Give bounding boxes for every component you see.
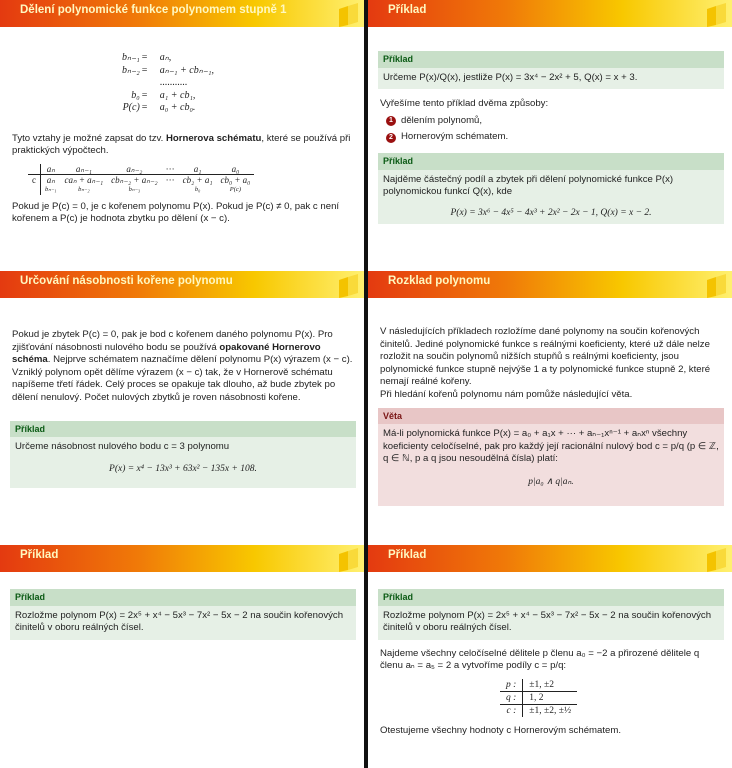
slide-title: Příklad: [388, 4, 427, 16]
slide-example-factorization: [0, 545, 364, 768]
list-item: [386, 115, 722, 128]
paragraph: V následujících příkladech rozložíme dané polynomy na součin kořenových činitelů. Jediné polynomické funkce s reálnými koeficienty, které už dále nelze rozložit na součin polynomů nižších stupňů s reálnými koeficienty, jsou polynomické funkce stupně nejvýše 1 a ty polynomické funkce stupně 2, které nemají reálné kořeny.: [380, 326, 711, 388]
box-text: Určeme P(x)/Q(x), jestliže P(x) = 3x⁴ − 2x² + 5, Q(x) = x + 3.: [383, 71, 638, 83]
numbered-circle-icon: 1: [386, 116, 396, 126]
list-item-text: dělením polynomů,: [401, 114, 483, 126]
eq-lhs: P(c): [122, 102, 140, 113]
table-key: p :: [500, 679, 523, 692]
slide-example-division: [368, 0, 732, 254]
recurrence-equations: bₙ₋₁ = aₙ, bₙ₋₂ = aₙ₋₁ + cbₙ₋₁, ........... b₀ = a₁ + cb₁, P(c) = a₀ + cb₀.: [122, 52, 214, 113]
box-title: Příklad: [10, 589, 356, 606]
example-box: [378, 51, 724, 89]
list-item-text: Hornerovým schématem.: [401, 131, 509, 143]
table-value: 1, 2: [523, 691, 577, 704]
paragraph: Najdeme všechny celočíselné dělitele p členu a₀ = −2 a přirozené dělitele q členu aₙ = a₅ = 2 a vytvoříme podíly c = p/q:: [380, 647, 700, 672]
horner-sum: bₙ₋₁: [45, 185, 57, 193]
box-equation: P(x) = x⁴ − 13x³ + 63x² − 135x + 108.: [109, 463, 257, 474]
book-icon: [336, 548, 360, 572]
horner-sum: [162, 185, 179, 195]
horner-cell: a₀: [231, 163, 240, 174]
book-icon: [704, 3, 728, 27]
slide-horner-division: [0, 0, 364, 254]
eq-rhs: aₙ₋₁ + cbₙ₋₁,: [159, 64, 214, 76]
slide-example-factorization-2: [368, 545, 732, 768]
bold-term: Hornerova schématu: [165, 132, 262, 144]
table-key: c :: [500, 704, 523, 717]
slide-root-multiplicity: [0, 271, 364, 525]
table-value: ±1, ±2, ±½: [523, 704, 577, 717]
box-title: Příklad: [10, 421, 356, 438]
slide-title: Rozklad polynomu: [388, 275, 491, 287]
box-title: Příklad: [378, 153, 724, 170]
list-item: [386, 131, 722, 144]
text: , které se používá při praktických výpočtech.: [12, 132, 351, 157]
horner-cell: ···: [165, 163, 175, 174]
paragraph: [12, 133, 354, 158]
book-icon: [704, 274, 728, 298]
bold-term: opakované Hornerovo schéma: [12, 341, 321, 366]
slide-header: [368, 0, 732, 27]
text: . Nejprve schématem naznačíme dělení polynomu P(x) výrazem (x − c). Vzniklý polynom opět dělíme výrazem (x − c) tak, že v Hornerově schématu napíšeme třetí řádek. Celý proces se opakuje tak dlouho, až bude zbytek po dělení nenulový. Počet nulových zbytků je roven násobnosti kořene.: [12, 354, 353, 403]
paragraph: Pokud je P(c) = 0, je c kořenem polynomu P(x). Pokud je P(c) ≠ 0, pak c není kořenem a P(c) je hodnota zbytku po dělení (x − c).: [12, 200, 340, 225]
horner-cell: ···: [165, 174, 175, 185]
example-box: [378, 153, 724, 224]
paragraph: Vyřešíme tento příklad dvěma způsoby:: [380, 98, 549, 110]
slide-header: [0, 0, 364, 27]
table-value: ±1, ±2: [529, 679, 554, 690]
text: Pokud je zbytek P(c) = 0, pak je bod c kořenem daného polynomu P(x). Pro zjišťování násobnosti nulového bodu se používá: [12, 329, 333, 353]
horner-sum: bₙ₋₃: [128, 185, 141, 193]
box-text: Najděme částečný podíl a zbytek při dělení polynomické funkce P(x) polynomickou funkcí Q(x), kde: [383, 173, 674, 198]
horner-cell: caₙ + aₙ₋₁: [64, 174, 104, 185]
box-title: Příklad: [378, 51, 724, 68]
box-text: Rozložme polynom P(x) = 2x⁵ + x⁴ − 5x³ − 7x² − 5x − 2 na součin kořenových činitelů v oboru reálných čísel.: [383, 609, 712, 634]
horner-cell: aₙ: [46, 174, 55, 185]
slide-header: [368, 545, 732, 572]
example-box: [10, 589, 356, 640]
method-list: [380, 115, 722, 144]
slide-polynomial-factorization: [368, 271, 732, 525]
horner-cell: cb₀ + a₀: [220, 174, 251, 185]
divisors-table: [500, 679, 577, 717]
book-icon: [336, 3, 360, 27]
horner-sum: b₀: [194, 185, 201, 193]
book-icon: [336, 274, 360, 298]
example-box: [378, 589, 724, 640]
slide-header: [0, 545, 364, 572]
horner-cell: cbₙ₋₂ + aₙ₋₂: [111, 174, 158, 185]
eq-rhs: a₁ + cb₁,: [159, 89, 196, 101]
eq-lhs: bₙ₋₁: [122, 52, 140, 63]
paragraph: Otestujeme všechny hodnoty c Hornerovým schématem.: [380, 724, 622, 736]
box-equation: p|a₀ ∧ q|aₙ.: [528, 476, 574, 487]
slide-header: [0, 271, 364, 298]
eq-rhs: a₀ + cb₀.: [159, 102, 196, 113]
table-key: q :: [500, 691, 523, 704]
box-equation: P(x) = 3x⁶ − 4x⁵ − 4x³ + 2x² − 2x − 1, Q(x) = x − 2.: [450, 207, 652, 218]
horner-c: c: [28, 174, 41, 185]
eq-rhs: aₙ,: [159, 52, 172, 63]
eq-rhs: ...........: [159, 77, 188, 88]
text: Tyto vztahy je možné zapsat do tzv.: [12, 132, 166, 144]
horner-cell: cb₂ + a₁: [182, 174, 213, 185]
box-text: Má-li polynomická funkce P(x) = a₀ + a₁x + ··· + aₙ₋₁xⁿ⁻¹ + aₙxⁿ všechny koeficienty celočíselné, pak pro každý její racionální nulový bod c = p/q (p ∈ ℤ, q ∈ ℕ, p a q jsou nesoudělná čísla) platí:: [383, 428, 719, 465]
eq-lhs: [122, 77, 140, 90]
horner-cell: aₙ: [46, 163, 55, 174]
box-title: Věta: [378, 408, 724, 425]
slide-title: Určování násobnosti kořene polynomu: [20, 275, 233, 287]
book-icon: [704, 548, 728, 572]
slide-title: Příklad: [388, 549, 427, 561]
paragraph: Při hledání kořenů polynomu nám pomůže následující věta.: [380, 388, 633, 400]
theorem-box: [378, 408, 724, 506]
example-box: [10, 421, 356, 489]
horner-cell: a₁: [193, 163, 202, 174]
eq-lhs: b₀: [131, 89, 140, 101]
paragraph: [12, 329, 354, 405]
box-text: Rozložme polynom P(x) = 2x⁵ + x⁴ − 5x³ − 7x² − 5x − 2 na součin kořenových činitelů v oboru reálných čísel.: [15, 609, 344, 634]
slide-title: Dělení polynomické funkce polynomem stupně 1: [20, 4, 287, 16]
numbered-circle-icon: 2: [386, 133, 396, 143]
horner-table: [28, 164, 254, 195]
box-text: Určeme násobnost nulového bodu c = 3 polynomu: [15, 441, 230, 453]
horner-cell: aₙ₋₁: [75, 163, 92, 174]
slide-header: [368, 271, 732, 298]
horner-cell: aₙ₋₂: [126, 163, 143, 174]
box-title: Příklad: [378, 589, 724, 606]
eq-lhs: bₙ₋₂: [122, 64, 140, 76]
horner-sum: bₙ₋₂: [78, 185, 90, 193]
slide-title: Příklad: [20, 549, 59, 561]
horner-sum: P(c): [229, 185, 241, 193]
